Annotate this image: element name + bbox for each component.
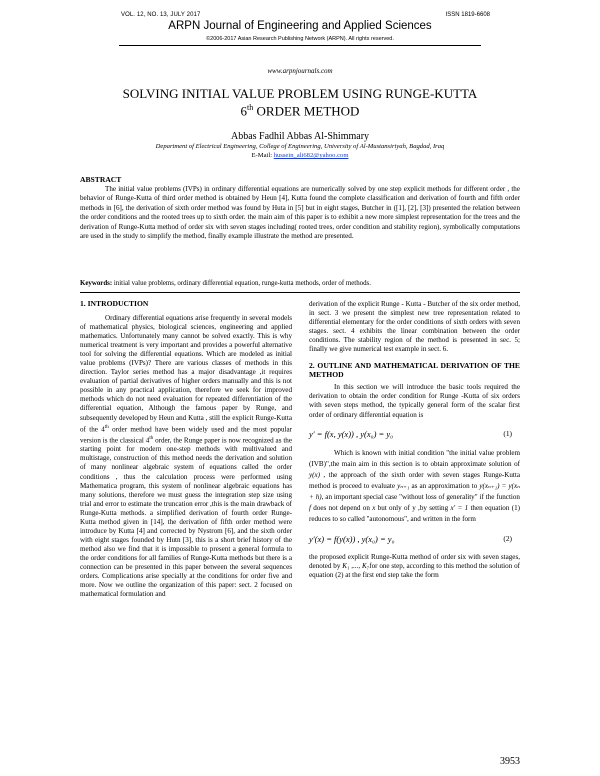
volume-info: VOL. 12, NO. 13, JULY 2017: [121, 12, 201, 18]
section2-paragraph-1: In this section we will introduce the basic tools required the derivation to obtain the order condition for Runge -Kutta of six orders with seven steps method, the typically general form of the scalar first order of ordinary differential equation is: [309, 383, 520, 419]
journal-name: ARPN Journal of Engineering and Applied Sciences: [168, 20, 432, 32]
equation-2-number: (2): [503, 533, 512, 543]
issn: ISSN 1819-6608: [445, 12, 490, 18]
title-line-2: 6th ORDER METHOD: [240, 103, 360, 119]
right-column: [309, 300, 520, 580]
title-line-1: SOLVING INITIAL VALUE PROBLEM USING RUNGE-KUTTA: [122, 86, 478, 101]
journal-website: www.arpnjournals.com: [267, 67, 333, 75]
copyright-line: ©2006-2017 Asian Research Publishing Network (ARPN). All rights reserved.: [206, 36, 394, 42]
abstract-rule: [80, 292, 520, 293]
equation-1-number: (1): [503, 428, 512, 438]
abstract-heading: ABSTRACT: [80, 175, 122, 184]
section2-paragraph-3: the proposed explicit Runge-Kutta method of order six with seven stages, denoted by K₁ ,..., K₇for one step, according to this method the solution of equation (2) at the first end step take the form: [309, 552, 521, 579]
section2-paragraph-2: Which is known with initial condition "the initial value problem (IVB)",the main aim in this section is to obtain approximate solution of y(x) , the approach of the sixth order with seven stages Runge-Kutta method is proceed to evaluate yₙ₊₁ as an approximation to y(xₙ₊₁) = y(xₙ + h), an important special case "without loss of generality" if the function f does not depend on x but only of y ,by setting x′ = 1 then equation (1) reduces to so called "autonomous", and written in the form: [309, 448, 520, 523]
author-name: Abbas Fadhil Abbas Al-Shimmary: [230, 131, 370, 142]
section2-heading: 2. OUTLINE AND MATHEMATICAL DERIVATION OF THE METHOD: [309, 361, 520, 380]
header-rule: [119, 45, 481, 46]
keywords: Keywords: initial value problems, ordinary differential equation, runge-kutta methods, order of methods.: [80, 280, 371, 287]
email-link[interactable]: hussein_ali682@yahoo.com: [273, 152, 349, 159]
equation-2: y′(x) = f(y(x)) , y(x₀) = y₀ (2): [309, 531, 520, 547]
author-email: E-Mail: hussein_ali682@yahoo.com: [251, 152, 349, 159]
equation-1: y′ = f(x, y(x)) , y(x₀) = y₀ (1): [309, 426, 520, 442]
intro-paragraph: Ordinary differential equations arise frequently in several models of mathematical physics, biological sciences, engineering and applied mathematics. Unfortunately many cannot be solved exactly. This is why numerical treatment is very important and provides a powerful alternative tool for solving the differential equations. Which are modeled as initial value problems (IVPs)? There are various classes of methods in this direction. Taylor series method has a major disadvantage ,it requires evaluation of partial derivatives of higher orders manually and this is not possible in any practical application, therefore we seek for improved methods which do not need evaluation for repeated differentiation of the differential equation, Although the famous paper by Runge, and subsequently developed by Heun and Kutta , still the explicit Runge-Kutta of the 4th order method have been widely used and the most popular version is the classical 4th order, the Runge paper is now recognized as the starting point for modern one-step methods with multivalued and multistage, construction of this method needs the derivation and solution of many nonlinear algebraic system of equations called the order conditions , thus the calculation process were performed using Mathematica program, this system of nonlinear algebraic equations has many solutions, therefore we must guess the integration step size using trial and error to estimate the truncation error ,this is the main drawback of Runge-Kutta methods. a simplified derivation of fourth order Runge-Kutta method given in [14], the derivation of fifth order method were introduce by Kutta [4] and corrected by Nystrom [6], and the sixth order with eight stages founded by Hutn [3], this is a short brief history of the method also we find that it is impossible to present a general formula to the order conditions for all families of Runge-Kutta methods but there is a connection can be presented in this paper between the several sequences orders. Complications arise specially at the conditions for order five and more. Now we outline the organization of this paper: sect. 2 focused on mathematical formulation and: [80, 314, 292, 599]
intro-heading: 1. INTRODUCTION: [80, 299, 149, 308]
left-column: [80, 314, 292, 599]
abstract-text: The initial value problems (IVPs) in ordinary differential equations are numerically solved by one step explicit methods for different order , the behavior of Runge-Kutta of third order method is obtained by Heun [4], Kutta found the complete classification and derivation of fourth and fifth order methods in [6], the derivation of sixth order method was found by Huta in [5] but in eight stages, Butcher in ([1], [2], [3]) presented the relation between the order conditions and the rooted trees up to sixth order. the main aim of this paper is to exhibit a new more simplest representation for the trees and the derivation of Runge-Kutta method of order six with seven stages including( rooted trees, order condition and stability region), symbolically computations are used in the study to simplify the method, finally example illustrate the method are presented.: [80, 185, 520, 241]
intro-continuation: derivation of the explicit Runge - Kutta - Butcher of the six order method, in sect. 3 we present the simplest new tree representation related to differential elementary for the order conditions of sixth orders with seven stages. sect. 4 exhibits the linear combination between the order conditions. The stability region of the method is presented in sec. 5; finally we give numerical test example in sect. 6.: [309, 300, 520, 354]
page-number: 3953: [500, 756, 520, 767]
author-affiliation: Department of Electrical Engineering, College of Engineering, University of Al-Mustansiriyah, Bagdad, Iraq: [155, 143, 445, 150]
paper-title: [0, 87, 600, 118]
